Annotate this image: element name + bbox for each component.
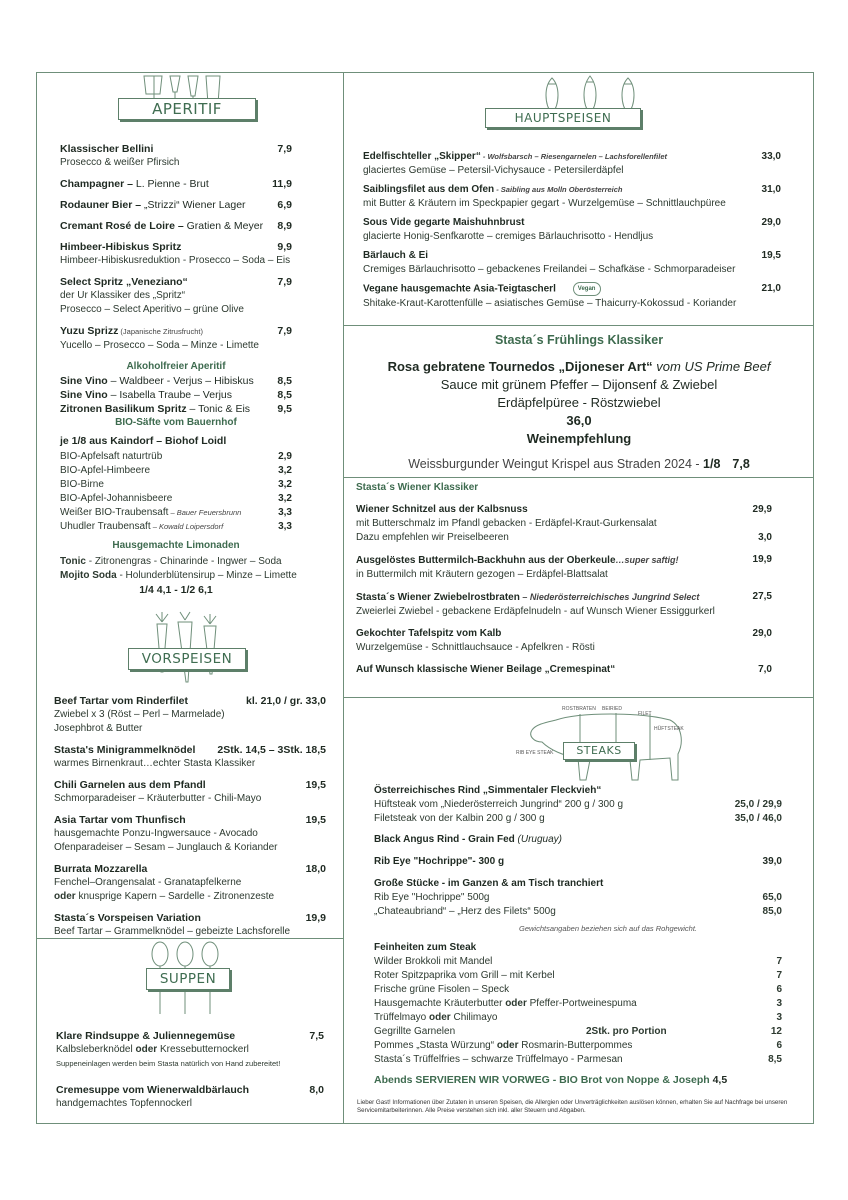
vegan-badge-icon: Vegan bbox=[573, 282, 601, 296]
steak-group-title: Rib Eye "Hochrippe"- 300 g 39,0 bbox=[374, 856, 782, 867]
steak-group-title: Große Stücke - im Ganzen & am Tisch tranchiert bbox=[374, 878, 604, 889]
menu-item: Auf Wunsch klassische Wiener Beilage „Cremespinat“ 7,0 bbox=[356, 664, 772, 675]
abends-line: Abends SERVIEREN WIR VORWEG - BIO Brot von Noppe & Joseph 4,5 bbox=[374, 1074, 728, 1086]
column-divider bbox=[343, 72, 344, 1124]
bio-intro: je 1/8 aus Kaindorf – Biohof Loidl bbox=[60, 435, 227, 447]
divider-fruehling-wiener bbox=[343, 477, 814, 478]
weight-note: Gewichtsangaben beziehen sich auf das Rohgewicht. bbox=[518, 924, 698, 933]
cut-label-filet: FILET bbox=[638, 711, 652, 717]
menu-item: Klassischer Bellini 7,9 Prosecco & weißer Pfirsich bbox=[60, 143, 292, 168]
bio-item: Uhudler Traubensaft – Kowald Loipersdorf 3,3 bbox=[60, 521, 292, 532]
menu-item: Asia Tartar vom Thunfisch 19,5 hausgemachte Ponzu-Ingwersauce - Avocado Ofenparadeiser – Sesam – Junglauch & Koriander bbox=[54, 814, 326, 853]
bio-item: BIO-Apfel-Johannisbeere 3,2 bbox=[60, 493, 292, 504]
side-item: Roter Spitzpaprika vom Grill – mit Kerbel 7 bbox=[374, 970, 782, 981]
menu-item: Klare Rindsuppe & Juliennegemüse 7,5 Kalbsleberknödel oder Kressebutternockerl Suppeneinlagen werden beim Stasta natürlich von Hand zubereitet! bbox=[56, 1030, 324, 1068]
menu-item: Cremant Rosé de Loire – Gratien & Meyer 8,9 bbox=[60, 220, 292, 232]
side-item: Wilder Brokkoli mit Mandel 7 bbox=[374, 956, 782, 967]
fruehling-line2: Erdäpfelpüree - Röstzwiebel bbox=[497, 395, 661, 410]
vorspeisen-list bbox=[54, 694, 326, 946]
menu-item: Bärlauch & Ei 19,5 Cremiges Bärlauchrisotto – gebackenes Freilandei – Schafkäse - Schmorparadeiser bbox=[363, 250, 781, 275]
fruehling-price: 36,0 bbox=[566, 413, 592, 428]
aperitif-list: Klassischer Bellini 7,9 Prosecco & weißer Pfirsich Champagner – L. Pienne - Brut 11,9 Rodauner Bier – „Strizzi“ Wiener Lager 6,9 Cremant Rosé de Loire – Gratien & Meyer 8,9 Himbeer-Hibiskus Spritz 9,9 Himbeer-Hibiskusreduktion - Prosecco – Soda – Eis Select Spritz „Veneziano“ 7,9 der Ur Klassiker des „Spritz“ Prosecco – Select Aperitivo – grüne Olive Yuzu Sprizz (Japanische Zitrusfrucht) 7,9 Yucello – Prosecco – Soda – Minze - Limette Alkoholfreier Aperitif Sine Vino – Waldbeer - Verjus – Hibiskus 8,5 Sine Vino – Isabella Traube – Verjus 8,5 Zitronen Basilikum Spritz – Tonic & Eis 9,5 BIO-Säfte vom Bauernhof je 1/8 aus Kaindorf – Biohof Loidl BIO-Apfelsaft naturtrüb 2,9 BIO-Apfel-Himbeere 3,2 BIO-Birne 3,2 BIO-Apfel-Johannisbeere 3,2 Weißer BIO-Traubensaft – Bauer Feuersbrunn 3,3 Uhudler Traubensaft – Kowald Loipersdorf 3,3 Hausgemachte Limonaden Tonic - Zitronengras - Chinarinde - Ingwer – Soda Mojito Soda - Holunderblütensirup – Minze – Limette 1/4 4,1 - 1/2 6,1 bbox=[60, 143, 297, 596]
allergen-footer: Lieber Gast! Informationen über Zutaten in unseren Speisen, die Allergien oder Unverträglichkeiten auslösen können, erhalten Sie auf Nachfrage bei unseren Servicemitarbeiterinnen. Alle Preise verstehen sich inkl. aller Steuern und Abgaben. bbox=[357, 1099, 788, 1114]
cut-label-rostbraten: ROSTBRATEN bbox=[562, 706, 596, 712]
menu-item: Cremesuppe vom Wienerwaldbärlauch 8,0 handgemachtes Topfennockerl bbox=[56, 1084, 324, 1109]
menu-item: Stasta´s Wiener Zwiebelrostbraten – Niederösterreichisches Jungrind Select 27,5 Zweierlei Zwiebel - gebackene Erdäpfelnudeln - auf Wunsch Wiener Essiggurkerl bbox=[356, 591, 772, 617]
cut-label-beiried: BEIRIED bbox=[602, 706, 623, 712]
menu-item: Beef Tartar vom Rinderfilet kl. 21,0 / gr. 33,0 Zwiebel x 3 (Röst – Perl – Marmelade) Josephbrot & Butter bbox=[54, 695, 326, 734]
side-item: Hausgemachte Kräuterbutter oder Pfeffer-Portweinespuma 3 bbox=[374, 998, 782, 1009]
wine-heading: Weinempfehlung bbox=[526, 431, 632, 446]
side-item: Pommes „Stasta Würzung“ oder Rosmarin-Butterpommes 6 bbox=[374, 1040, 782, 1051]
menu-item: Vegane hausgemachte Asia-Teigtascherl Vegan 21,0 Shitake-Kraut-Karottenfülle – asiatisches Gemüse – Thaicurry-Kokossud - Koriander bbox=[363, 283, 781, 309]
steak-group-title: Österreichisches Rind „Simmentaler Fleckvieh“ bbox=[374, 785, 602, 796]
cut-label-hueftsteak: HÜFTSTEAK bbox=[654, 726, 684, 732]
steaks-banner: STEAKS bbox=[563, 742, 635, 760]
bio-item: BIO-Apfelsaft naturtrüb 2,9 bbox=[60, 451, 292, 462]
side-item: Gegrillte Garnelen 2Stk. pro Portion 12 bbox=[374, 1026, 782, 1037]
vorspeisen-banner: VORSPEISEN bbox=[128, 648, 246, 670]
menu-item: Stasta's Minigrammelknödel 2Stk. 14,5 – 3Stk. 18,5 warmes Birnenkraut…echter Stasta Klassiker bbox=[54, 744, 326, 769]
steaks-list: Österreichisches Rind „Simmentaler Fleckvieh“ Hüftsteak vom „Niederösterreich Jungrind“ 200 g / 300 g 25,0 / 29,9 Filetsteak von der Kalbin 200 g / 300 g 35,0 / 46,0 Black Angus Rind - Grain Fed (Uruguay) Rib Eye "Hochrippe"- 300 g 39,0 Große Stücke - im Ganzen & am Tisch tranchiert Rib Eye "Hochrippe" 500g 65,0 „Chateaubriand“ – „Herz des Filets“ 500g 85,0 Gewichtsangaben beziehen sich auf das Rohgewicht. Feinheiten zum Steak Wilder Brokkoli mit Mandel 7 Roter Spitzpaprika vom Grill – mit Kerbel 7 Frische grüne Fisolen – Speck 6 Hausgemachte Kräuterbutter oder Pfeffer-Portweinespuma 3 Trüffelmayo oder Chilimayo 3 Gegrillte Garnelen 2Stk. pro Portion 12 Pommes „Stasta Würzung“ oder Rosmarin-Butterpommes 6 Stasta´s Trüffelfries – schwarze Trüffelmayo - Parmesan 8,5 Abends SERVIEREN WIR VORWEG - BIO Brot von Noppe & Joseph 4,5 bbox=[374, 785, 782, 1086]
menu-item: Burrata Mozzarella 18,0 Fenchel–Orangensalat - Granatapfelkerne oder knusprige Kapern – Sardelle - Zitronenzeste bbox=[54, 863, 326, 902]
fruehling-dish: Rosa gebratene Tournedos „Dijoneser Art“ vom US Prime Beef bbox=[387, 359, 771, 374]
feinheiten-heading: Feinheiten zum Steak bbox=[374, 942, 477, 953]
menu-item: Rodauner Bier – „Strizzi“ Wiener Lager 6,9 bbox=[60, 199, 292, 211]
menu-item: Yuzu Sprizz (Japanische Zitrusfrucht) 7,9 Yucello – Prosecco – Soda – Minze - Limette bbox=[60, 325, 292, 351]
cut-label-ribeye: RIB EYE STEAK bbox=[516, 750, 554, 756]
menu-item: Saiblingsfilet aus dem Ofen - Saibling aus Molln Oberösterreich 31,0 mit Butter & Kräutern im Speckpapier gegart - Wurzelgemüse – Schnittlauchpüree bbox=[363, 184, 781, 209]
suppen-banner: SUPPEN bbox=[146, 968, 230, 990]
menu-item: Wiener Schnitzel aus der Kalbsnuss 29,9 mit Butterschmalz im Pfandl gebacken - Erdäpfel-Kraut-Gurkensalat Dazu empfehlen wir Preiselbeeren 3,0 bbox=[356, 504, 772, 543]
bio-item: BIO-Apfel-Himbeere 3,2 bbox=[60, 465, 292, 476]
alkoholfrei-heading: Alkoholfreier Aperitif bbox=[126, 361, 226, 372]
menu-item: Select Spritz „Veneziano“ 7,9 der Ur Klassiker des „Spritz“ Prosecco – Select Aperitivo – grüne Olive bbox=[60, 276, 292, 315]
menu-item: Edelfischteller „Skipper“ - Wolfsbarsch – Riesengarnelen – Lachsforellenfilet 33,0 glaciertes Gemüse – Petersil-Vichysauce - Petersilerdäpfel bbox=[363, 151, 781, 176]
fruehling-heading: Stasta´s Frühlings Klassiker bbox=[494, 333, 664, 347]
aperitif-banner: APERITIF bbox=[118, 98, 256, 120]
limonaden-heading: Hausgemachte Limonaden bbox=[112, 540, 240, 551]
menu-item: Chili Garnelen aus dem Pfandl 19,5 Schmorparadeiser – Kräuterbutter - Chili-Mayo bbox=[54, 779, 326, 804]
bio-heading: BIO-Säfte vom Bauernhof bbox=[115, 417, 237, 428]
side-item: Frische grüne Fisolen – Speck 6 bbox=[374, 984, 782, 995]
wine-recommendation: Weissburgunder Weingut Krispel aus Straden 2024 - 1/8 7,8 bbox=[408, 457, 750, 471]
menu-item: Sous Vide gegarte Maishuhnbrust 29,0 glacierte Honig-Senfkarotte – cremiges Bärlauchrisotto - Hendljus bbox=[363, 217, 781, 242]
menu-item: Ausgelöstes Buttermilch-Backhuhn aus der Oberkeule…super saftig! 19,9 in Buttermilch mit Kräutern gezogen – Erdäpfel-Blattsalat bbox=[356, 554, 772, 580]
hauptspeisen-list bbox=[363, 150, 781, 318]
bio-item: Weißer BIO-Traubensaft – Bauer Feuersbrunn 3,3 bbox=[60, 507, 292, 518]
menu-item: Stasta´s Vorspeisen Variation 19,9 Beef Tartar – Grammelknödel – gebeizte Lachsforelle bbox=[54, 912, 326, 937]
fruehling-line1: Sauce mit grünem Pfeffer – Dijonsenf & Zwiebel bbox=[440, 377, 718, 392]
divider-wiener-steaks bbox=[343, 697, 814, 698]
wiener-heading: Stasta´s Wiener Klassiker bbox=[356, 482, 479, 493]
steak-group-title: Black Angus Rind - Grain Fed (Uruguay) bbox=[374, 834, 563, 845]
limonaden-sizes: 1/4 4,1 - 1/2 6,1 bbox=[139, 584, 213, 596]
side-item: Trüffelmayo oder Chilimayo 3 bbox=[374, 1012, 782, 1023]
menu-item: Himbeer-Hibiskus Spritz 9,9 Himbeer-Hibiskusreduktion - Prosecco – Soda – Eis bbox=[60, 241, 292, 266]
divider-haupt-fruehling bbox=[343, 325, 814, 326]
suppen-list bbox=[56, 1029, 324, 1118]
menu-item: Gekochter Tafelspitz vom Kalb 29,0 Wurzelgemüse - Schnittlauchsauce - Apfelkren - Rösti bbox=[356, 628, 772, 653]
side-item: Stasta´s Trüffelfries – schwarze Trüffelmayo - Parmesan 8,5 bbox=[374, 1054, 782, 1065]
hauptspeisen-banner: HAUPTSPEISEN bbox=[485, 108, 641, 128]
bio-item: BIO-Birne 3,2 bbox=[60, 479, 292, 490]
wiener-list bbox=[356, 481, 772, 684]
menu-item: Champagner – L. Pienne - Brut 11,9 bbox=[60, 178, 292, 190]
